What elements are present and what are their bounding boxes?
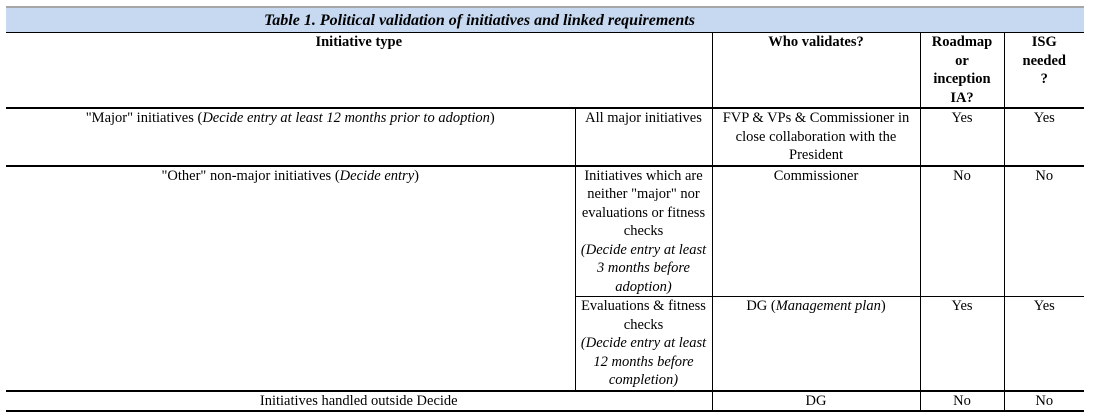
- isg-cell: No: [1004, 166, 1084, 297]
- roadmap-cell: Yes: [920, 297, 1004, 391]
- table-row: [6, 166, 1084, 297]
- header-roadmap-line1: Roadmap: [931, 34, 993, 50]
- subtype-cell: All major initiatives: [575, 108, 712, 166]
- initiative-type-text: "Other" non-major initiatives (: [161, 167, 340, 184]
- initiative-type-italic: Decide entry at least 12 months prior to adoption: [202, 110, 490, 126]
- who-validates-cell: FVP & VPs & Commissioner in close collaboration with the President: [712, 108, 920, 166]
- header-roadmap-line2: or: [955, 52, 969, 69]
- table-caption: Table 1. Political validation of initiatives and linked requirements: [6, 6, 1084, 32]
- validation-table: [6, 32, 1084, 412]
- initiative-type-italic: Decide entry: [339, 167, 415, 184]
- header-isg: [1004, 33, 1084, 109]
- subtype-note: (Decide entry at least 12 months before completion): [580, 335, 707, 388]
- subtype-cell: [575, 166, 712, 297]
- table-row: [6, 108, 1084, 166]
- header-roadmap: [920, 33, 1004, 109]
- validation-table-container: [6, 6, 1084, 412]
- initiative-type-cell: [6, 166, 575, 391]
- who-validates-close: ): [880, 298, 886, 314]
- who-validates-cell: Commissioner: [712, 166, 920, 297]
- subtype-text: Initiatives which are neither "major" nor evaluations or fitness checks: [581, 167, 706, 239]
- header-initiative-type: Initiative type: [6, 33, 712, 109]
- initiative-type-cell: Initiatives handled outside Decide: [6, 391, 712, 412]
- isg-cell: No: [1004, 391, 1084, 412]
- initiative-type-close: ): [414, 167, 419, 184]
- initiative-type-text: "Major" initiatives (: [85, 110, 203, 126]
- initiative-type-close: ): [489, 110, 495, 126]
- table-row: [6, 391, 1084, 412]
- subtype-cell: [575, 297, 712, 391]
- who-validates-cell: [712, 297, 920, 391]
- who-validates-italic: Management plan: [775, 298, 881, 314]
- header-roadmap-line3: inception: [933, 71, 991, 87]
- subtype-note: (Decide entry at least 3 months before adoption): [580, 241, 707, 295]
- initiative-type-cell: [6, 108, 575, 166]
- who-validates-cell: DG: [712, 391, 920, 412]
- who-validates-text: DG (: [746, 298, 776, 314]
- header-isg-line2: needed: [1022, 52, 1066, 69]
- roadmap-cell: No: [920, 391, 1004, 412]
- isg-cell: Yes: [1004, 297, 1084, 391]
- header-isg-line1: ISG: [1031, 34, 1057, 50]
- isg-cell: Yes: [1004, 108, 1084, 166]
- roadmap-cell: No: [920, 166, 1004, 297]
- header-isg-line3: ?: [1040, 71, 1048, 87]
- header-roadmap-line4: IA?: [950, 89, 974, 106]
- header-row: [6, 33, 1084, 109]
- subtype-text: Evaluations & fitness checks: [581, 298, 706, 333]
- header-who-validates: Who validates?: [712, 33, 920, 109]
- roadmap-cell: Yes: [920, 108, 1004, 166]
